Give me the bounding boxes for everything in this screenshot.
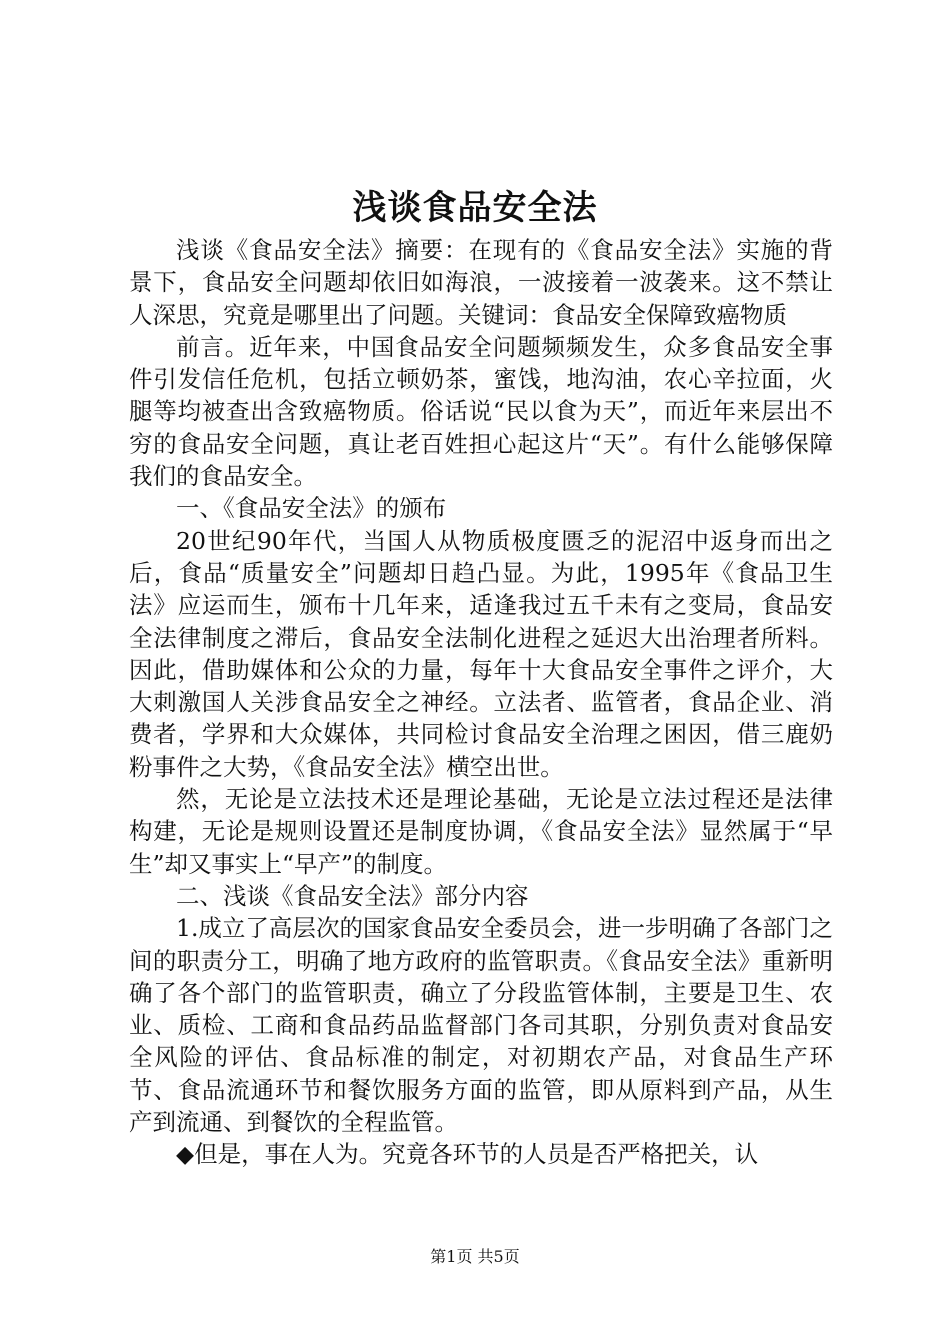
body-paragraph: ◆但是，事在人为。究竟各环节的人员是否严格把关，认 <box>176 1140 759 1169</box>
body-paragraph: 20世纪90年代，当国人从物质极度匮乏的泥沼中返身而出之后，食品“质量安全”问题却日趋凸显。为此，1995年《食品卫生法》应运而生，颁布十几年来，适逢我过五千未有之变局，食品安全法律制度之滞后，食品安全法制化进程之延迟大出治理者所料。因此，借助媒体和公众的力量，每年十大食品安全事件之评介，大大刺激国人关涉食品安全之神经。立法者、监管者，食品企业、消费者，学界和大众媒体，共同检讨食品安全治理之困因，借三鹿奶粉事件之大势，《食品安全法》横空出世。 <box>129 526 833 781</box>
body-paragraph: 然，无论是立法技术还是理论基础，无论是立法过程还是法律构建，无论是规则设置还是制度协调，《食品安全法》显然属于“早生”却又事实上“早产”的制度。 <box>129 785 833 878</box>
document-title: 浅谈食品安全法 <box>352 188 598 228</box>
page-footer: 第1页 共5页 <box>430 1247 520 1266</box>
abstract-paragraph: 浅谈《食品安全法》摘要：在现有的《食品安全法》实施的背景下，食品安全问题却依旧如海浪，一波接着一波袭来。这不禁让人深思，究竟是哪里出了问题。关键词：食品安全保障致癌物质 <box>129 236 833 329</box>
section-heading-1: 一、《食品安全法》的颁布 <box>176 494 447 523</box>
document-body <box>129 234 833 1171</box>
section-heading-2: 二、浅谈《食品安全法》部分内容 <box>176 881 529 910</box>
preface-paragraph: 前言。近年来，中国食品安全问题频频发生，众多食品安全事件引发信任危机，包括立顿奶茶，蜜饯，地沟油，农心辛拉面，火腿等均被查出含致癌物质。俗话说“民以食为天”，而近年来层出不穷的食品安全问题，真让老百姓担心起这片“天”。有什么能够保障我们的食品安全。 <box>129 332 833 491</box>
body-paragraph: 1.成立了高层次的国家食品安全委员会，进一步明确了各部门之间的职责分工，明确了地方政府的监管职责。《食品安全法》重新明确了各个部门的监管职责，确立了分段监管体制，主要是卫生、农业、质检、工商和食品药品监督部门各司其职，分别负责对食品安全风险的评估、食品标准的制定，对初期农产品，对食品生产环节、食品流通环节和餐饮服务方面的监管，即从原料到产品，从生产到流通、到餐饮的全程监管。 <box>129 914 833 1137</box>
